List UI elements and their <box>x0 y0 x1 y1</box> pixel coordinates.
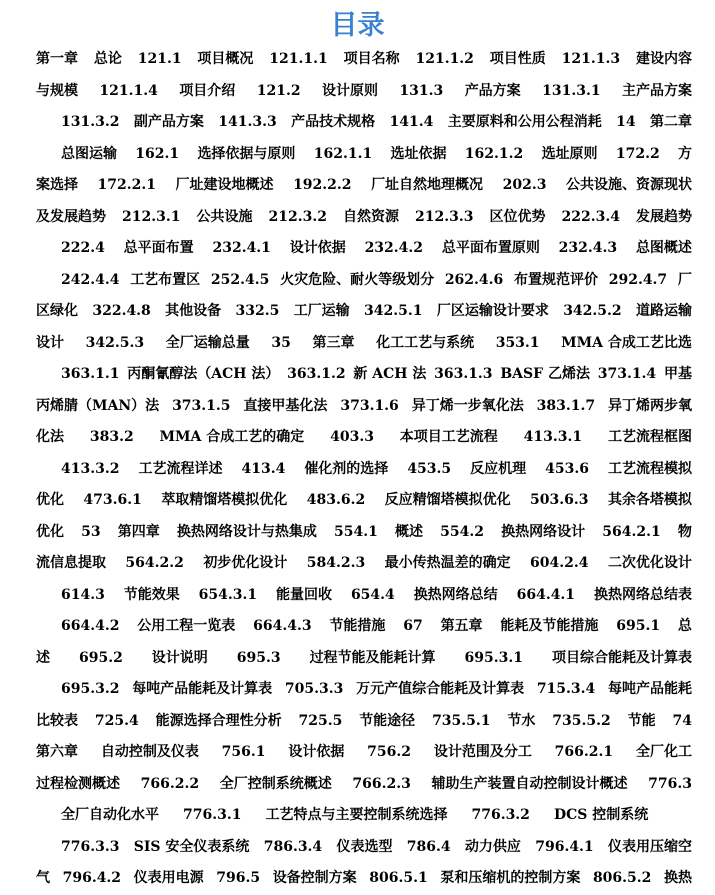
toc-entry-number[interactable]: 212.3.1 <box>122 208 181 225</box>
toc-entry-title[interactable]: 仪表选型 <box>336 838 393 855</box>
toc-entry-number[interactable]: 796.4.2 <box>62 870 122 886</box>
toc-entry-number[interactable]: 162.1 <box>135 145 180 162</box>
toc-entry-title[interactable]: 丙酮氰醇法（ACH 法） <box>127 366 280 382</box>
table-of-contents <box>36 44 692 895</box>
page-title: 目录 <box>330 10 385 41</box>
toc-entry-number[interactable]: 121.1.2 <box>415 51 474 67</box>
toc-entry-title[interactable]: 厂区运输设计要求 <box>436 303 549 319</box>
toc-entry-title[interactable]: 全厂控制系统概述 <box>219 775 332 792</box>
toc-line <box>36 422 692 454</box>
toc-entry-title[interactable]: 设计依据 <box>288 744 345 760</box>
toc-entry-title[interactable]: 火灾危险、耐火等级划分 <box>280 271 435 288</box>
toc-entry-title[interactable]: 自动控制及仪表 <box>100 744 199 760</box>
toc-line <box>36 328 692 360</box>
toc-line <box>36 454 692 486</box>
toc-entry-number[interactable]: 162.1.1 <box>313 145 373 162</box>
toc-entry-number[interactable]: 776.3.3 <box>61 838 120 855</box>
toc-entry-number[interactable]: 342.5.1 <box>364 303 423 319</box>
toc-entry-number[interactable]: 53 <box>81 523 101 540</box>
toc-entry-title[interactable]: 换热网络总结 <box>413 586 498 603</box>
toc-entry-title[interactable]: 设计原则 <box>322 82 378 99</box>
toc-entry-number[interactable]: 766.2.2 <box>140 775 200 792</box>
toc-entry-number[interactable]: 322.4.8 <box>92 303 151 319</box>
toc-entry-number[interactable]: 503.6.3 <box>530 492 589 508</box>
toc-entry-title[interactable]: 其他设备 <box>165 303 222 319</box>
toc-entry-number[interactable]: 796.5 <box>216 870 261 886</box>
toc-entry-number[interactable]: 554.2 <box>440 523 485 540</box>
toc-entry-number[interactable]: 705.3.3 <box>284 681 344 697</box>
toc-entry-title[interactable]: 设计依据 <box>289 240 346 256</box>
toc-entry-title[interactable]: 直接甲基化法 <box>243 397 328 414</box>
toc-entry-number[interactable]: 584.2.3 <box>306 555 366 571</box>
toc-entry-title[interactable]: 厂址建设地概述 <box>175 177 274 193</box>
toc-entry-number[interactable]: 373.1.5 <box>172 397 231 414</box>
toc-entry-number[interactable]: 131.3.2 <box>61 114 120 130</box>
toc-entry-number[interactable]: 695.3.2 <box>61 681 120 697</box>
toc-entry-number[interactable]: 242.4.4 <box>61 271 120 288</box>
toc-entry-number[interactable]: 292.4.7 <box>608 271 668 288</box>
toc-entry-title[interactable]: 及发展趋势 <box>36 208 106 225</box>
toc-entry-title[interactable]: 过程节能及能耗计算 <box>309 649 436 666</box>
toc-entry-number[interactable]: 654.3.1 <box>198 586 258 603</box>
toc-entry-number[interactable]: 192.2.2 <box>293 177 352 193</box>
toc-entry-number[interactable]: 363.1.2 <box>287 366 346 382</box>
toc-entry-title[interactable]: 总论 <box>93 51 122 67</box>
toc-entry-title[interactable]: 总图概述 <box>635 240 692 256</box>
toc-entry-number[interactable]: 725.5 <box>298 712 343 729</box>
toc-entry-title[interactable]: 项目综合能耗及计算表 <box>551 649 692 666</box>
toc-line <box>36 44 692 76</box>
toc-entry-number[interactable]: 252.4.5 <box>210 271 270 288</box>
toc-entry-number[interactable]: 222.4 <box>61 240 105 256</box>
toc-entry-number[interactable]: 35 <box>271 334 291 351</box>
toc-entry-title[interactable]: 自然资源 <box>343 208 399 225</box>
toc-entry-title[interactable]: 甲基 <box>663 366 692 382</box>
toc-entry-number[interactable]: 342.5.2 <box>563 303 622 319</box>
toc-entry-number[interactable]: 766.2.1 <box>554 744 614 760</box>
toc-entry-title[interactable]: 方 <box>678 145 692 162</box>
toc-entry-title[interactable]: 区位优势 <box>489 208 546 225</box>
toc-line <box>36 265 692 297</box>
toc-entry-title[interactable]: 优化 <box>36 492 64 508</box>
toc-entry-number[interactable]: 383.1.7 <box>536 397 596 414</box>
toc-entry-title[interactable]: 能源选择合理性分析 <box>155 712 282 729</box>
toc-entry-number[interactable]: 373.1.6 <box>340 397 399 414</box>
toc-entry-number[interactable]: 776.3.2 <box>471 807 530 823</box>
toc-entry-title[interactable]: 工艺流程详述 <box>138 460 223 477</box>
toc-line <box>36 706 692 738</box>
toc-entry-title[interactable]: 工艺流程框图 <box>607 429 692 445</box>
toc-entry-number[interactable]: 373.1.4 <box>597 366 657 382</box>
toc-entry-title[interactable]: 异丁烯一步氧化法 <box>411 397 524 414</box>
toc-entry-title[interactable]: 气 <box>36 870 50 886</box>
toc-entry-number[interactable]: 403.3 <box>330 429 374 445</box>
toc-entry-number[interactable]: 786.4 <box>406 838 451 855</box>
toc-entry-title[interactable]: 节能 <box>627 712 656 729</box>
toc-entry-number[interactable]: 756.2 <box>367 744 411 760</box>
toc-line <box>36 769 692 801</box>
toc-entry-title[interactable]: 产品技术规格 <box>291 114 376 130</box>
toc-entry-title[interactable]: 泵和压缩机的控制方案 <box>440 870 581 886</box>
toc-entry-title[interactable]: 节能效果 <box>123 586 180 603</box>
toc-line <box>36 202 692 234</box>
toc-entry-number[interactable]: 715.3.4 <box>536 681 596 697</box>
toc-entry-number[interactable]: 262.4.6 <box>444 271 504 288</box>
toc-entry-number[interactable]: 725.4 <box>94 712 139 729</box>
toc-entry-number[interactable]: 664.4.2 <box>61 618 120 634</box>
toc-line <box>36 170 692 202</box>
toc-entry-title[interactable]: 设备控制方案 <box>272 870 357 886</box>
toc-entry-number[interactable]: 604.2.4 <box>530 555 589 571</box>
toc-entry-title[interactable]: SIS 安全仪表系统 <box>133 838 250 855</box>
toc-entry-title[interactable]: 化法 <box>36 429 64 445</box>
toc-line <box>36 548 692 580</box>
toc-entry-title[interactable]: 反应机理 <box>470 460 527 477</box>
toc-entry-title[interactable]: 建设内容 <box>635 51 692 67</box>
toc-entry-title[interactable]: 能量回收 <box>276 586 333 603</box>
toc-line <box>36 643 692 675</box>
toc-line <box>36 580 692 612</box>
toc-line <box>36 391 692 423</box>
toc-entry-title[interactable]: 主产品方案 <box>622 82 692 99</box>
toc-entry-title[interactable]: 辅助生产装置自动控制设计概述 <box>431 775 628 792</box>
toc-entry-number[interactable]: 363.1.1 <box>61 366 120 382</box>
toc-entry-number[interactable]: 14 <box>616 114 636 130</box>
toc-entry-title[interactable]: 总平面布置原则 <box>441 240 540 256</box>
toc-line <box>36 674 692 706</box>
toc-entry-number[interactable]: 735.5.1 <box>432 712 491 729</box>
toc-entry-number[interactable]: 796.4.1 <box>535 838 594 855</box>
toc-entry-number[interactable]: 121.1.4 <box>99 82 158 99</box>
toc-entry-number[interactable]: 766.2.3 <box>352 775 411 792</box>
toc-entry-title[interactable]: 第二章 <box>650 114 692 130</box>
toc-entry-title[interactable]: 能耗及节能措施 <box>500 618 599 634</box>
toc-entry-title[interactable]: 节能途径 <box>359 712 416 729</box>
toc-line <box>36 76 692 108</box>
toc-entry-number[interactable]: 554.1 <box>334 523 378 540</box>
toc-entry-title[interactable]: 第四章 <box>117 523 160 540</box>
toc-entry-title[interactable]: 万元产值综合能耗及计算表 <box>356 681 525 697</box>
toc-entry-title[interactable]: 设计范围及分工 <box>433 744 532 760</box>
toc-line <box>36 139 692 171</box>
toc-entry-number[interactable]: 121.1.1 <box>269 51 328 67</box>
toc-line <box>36 800 692 832</box>
toc-entry-number[interactable]: 232.4.2 <box>364 240 424 256</box>
toc-entry-title[interactable]: 第六章 <box>36 744 78 760</box>
toc-entry-title[interactable]: DCS 控制系统 <box>553 807 649 823</box>
toc-entry-title[interactable]: 总图运输 <box>61 145 117 162</box>
toc-entry-number[interactable]: 342.5.3 <box>85 334 145 351</box>
toc-entry-title[interactable]: 全厂化工 <box>635 744 692 760</box>
toc-entry-number[interactable]: 453.6 <box>545 460 589 477</box>
toc-entry-number[interactable]: 695.3 <box>236 649 281 666</box>
toc-entry-title[interactable]: 公共设施、资源现状 <box>565 177 692 193</box>
toc-entry-number[interactable]: 232.4.1 <box>212 240 271 256</box>
toc-entry-title[interactable]: 发展趋势 <box>636 208 692 225</box>
toc-entry-title[interactable]: 产品方案 <box>464 82 521 99</box>
toc-entry-title[interactable]: 二次优化设计 <box>607 555 692 571</box>
toc-entry-number[interactable]: 413.4 <box>241 460 286 477</box>
toc-entry-title[interactable]: MMA 合成工艺的确定 <box>159 429 305 445</box>
toc-entry-title[interactable]: MMA 合成工艺比选 <box>561 334 692 351</box>
toc-entry-title[interactable]: 新 ACH 法 <box>353 366 427 382</box>
toc-line <box>36 107 692 139</box>
toc-entry-title[interactable]: 全厂自动化水平 <box>61 807 159 823</box>
toc-entry-title[interactable]: 区绿化 <box>36 303 78 319</box>
toc-entry-number[interactable]: 121.1 <box>137 51 182 67</box>
toc-entry-title[interactable]: 述 <box>36 649 50 666</box>
toc-line <box>36 517 692 549</box>
toc-entry-number[interactable]: 232.4.3 <box>558 240 618 256</box>
toc-entry-title[interactable]: 工艺特点与主要控制系统选择 <box>265 807 448 823</box>
toc-entry-title[interactable]: 工艺流程模拟 <box>608 460 692 477</box>
toc-entry-title[interactable]: 第五章 <box>440 618 483 634</box>
toc-entry-title[interactable]: 初步优化设计 <box>203 555 288 571</box>
toc-line <box>36 359 692 391</box>
toc-entry-number[interactable]: 695.3.1 <box>464 649 523 666</box>
toc-entry-number[interactable]: 383.2 <box>89 429 134 445</box>
toc-entry-number[interactable]: 141.3.3 <box>218 114 277 130</box>
toc-entry-number[interactable]: 353.1 <box>495 334 540 351</box>
toc-entry-title[interactable]: 主要原料和公用公程消耗 <box>447 114 602 130</box>
toc-entry-title[interactable]: 工厂运输 <box>293 303 350 319</box>
toc-entry-title[interactable]: 全厂运输总量 <box>165 334 250 351</box>
toc-entry-number[interactable]: 413.3.2 <box>61 460 120 477</box>
toc-entry-title[interactable]: 选择依据与原则 <box>197 145 296 162</box>
toc-line <box>36 296 692 328</box>
toc-entry-title[interactable]: 动力供应 <box>464 838 521 855</box>
toc-entry-title[interactable]: 仪表用压缩空 <box>607 838 692 855</box>
toc-entry-title[interactable]: 选址原则 <box>541 145 598 162</box>
toc-entry-title[interactable]: 设计说明 <box>151 649 208 666</box>
toc-entry-title[interactable]: 丙烯腈（MAN）法 <box>36 397 160 414</box>
toc-entry-number[interactable]: 654.4 <box>350 586 395 603</box>
toc-entry-title[interactable]: 总 <box>677 618 692 634</box>
toc-entry-title[interactable]: 其余各塔模拟 <box>607 492 692 508</box>
toc-entry-title[interactable]: 厂 <box>677 271 692 288</box>
toc-entry-title[interactable]: 优化 <box>36 523 64 540</box>
toc-entry-title[interactable]: 设计 <box>36 334 64 351</box>
toc-entry-number[interactable]: 664.4.1 <box>516 586 576 603</box>
toc-entry-title[interactable]: 催化剂的选择 <box>304 460 389 477</box>
toc-entry-title[interactable]: 副产品方案 <box>133 114 204 130</box>
toc-entry-number[interactable]: 664.4.3 <box>253 618 312 634</box>
toc-entry-title[interactable]: 概述 <box>395 523 424 540</box>
toc-entry-number[interactable]: 121.1.3 <box>561 51 621 67</box>
toc-entry-title[interactable]: 道路运输 <box>636 303 692 319</box>
toc-entry-title[interactable]: 流信息提取 <box>36 555 106 571</box>
toc-entry-number[interactable]: 162.1.2 <box>464 145 524 162</box>
toc-entry-number[interactable]: 473.6.1 <box>83 492 142 508</box>
toc-entry-number[interactable]: 735.5.2 <box>552 712 611 729</box>
toc-entry-title[interactable]: 节水 <box>507 712 536 729</box>
toc-entry-number[interactable]: 172.2.1 <box>97 177 156 193</box>
toc-entry-title[interactable]: 布置规范评价 <box>514 271 598 288</box>
toc-entry-number[interactable]: 413.3.1 <box>523 429 583 445</box>
toc-entry-title[interactable]: 节能措施 <box>329 618 386 634</box>
toc-entry-title[interactable]: 每吨产品能耗及计算表 <box>132 681 273 697</box>
toc-entry-title[interactable]: 化工工艺与系统 <box>376 334 475 351</box>
toc-entry-title[interactable]: 异丁烯两步氧 <box>608 397 692 414</box>
toc-entry-number[interactable]: 172.2 <box>615 145 660 162</box>
toc-entry-title[interactable]: 项目性质 <box>489 51 546 67</box>
toc-entry-number[interactable]: 74 <box>672 712 692 729</box>
toc-entry-title[interactable]: 仪表用电源 <box>133 870 204 886</box>
toc-entry-title[interactable]: 最小传热温差的确定 <box>384 555 511 571</box>
toc-entry-number[interactable]: 121.2 <box>256 82 301 99</box>
toc-entry-title[interactable]: 项目介绍 <box>179 82 236 99</box>
toc-entry-title[interactable]: BASF 乙烯法 <box>500 366 590 382</box>
toc-entry-title[interactable]: 案选择 <box>36 177 78 193</box>
toc-entry-number[interactable]: 564.2.1 <box>602 523 661 540</box>
toc-entry-title[interactable]: 厂址自然地理概况 <box>371 177 484 193</box>
toc-entry-number[interactable]: 483.6.2 <box>306 492 366 508</box>
toc-line <box>36 832 692 864</box>
toc-entry-number[interactable]: 806.5.1 <box>369 870 428 886</box>
toc-entry-number[interactable]: 363.1.3 <box>434 366 493 382</box>
toc-entry-number[interactable]: 212.3.3 <box>415 208 474 225</box>
toc-entry-title[interactable]: 换热网络设计 <box>501 523 586 540</box>
toc-entry-number[interactable]: 67 <box>403 618 423 634</box>
toc-entry-title[interactable]: 选址依据 <box>390 145 447 162</box>
toc-entry-title[interactable]: 萃取精馏塔模拟优化 <box>161 492 288 508</box>
toc-entry-title[interactable]: 总平面布置 <box>123 240 194 256</box>
toc-line <box>36 737 692 769</box>
toc-entry-title[interactable]: 工艺布置区 <box>130 271 201 288</box>
toc-entry-number[interactable]: 141.4 <box>389 114 434 130</box>
toc-entry-title[interactable]: 本项目工艺流程 <box>399 429 498 445</box>
toc-entry-number[interactable]: 786.3.4 <box>263 838 323 855</box>
toc-entry-title[interactable]: 项目概况 <box>197 51 254 67</box>
toc-entry-number[interactable]: 776.3.1 <box>183 807 242 823</box>
toc-entry-title[interactable]: 物 <box>677 523 692 540</box>
toc-entry-number[interactable]: 564.2.2 <box>125 555 184 571</box>
toc-line <box>36 233 692 265</box>
toc-entry-number[interactable]: 806.5.2 <box>592 870 652 886</box>
toc-entry-number[interactable]: 332.5 <box>235 303 280 319</box>
toc-entry-title[interactable]: 反应精馏塔模拟优化 <box>384 492 511 508</box>
toc-line <box>36 485 692 517</box>
toc-entry-number[interactable]: 202.3 <box>502 177 547 193</box>
toc-entry-title[interactable]: 公用工程一览表 <box>137 618 236 634</box>
toc-entry-number[interactable]: 131.3 <box>399 82 444 99</box>
toc-entry-title[interactable]: 换热网络设计与热集成 <box>176 523 317 540</box>
toc-entry-title[interactable]: 公共设施 <box>196 208 253 225</box>
toc-line <box>36 611 692 643</box>
toc-entry-title[interactable]: 第一章 <box>36 51 78 67</box>
toc-entry-number[interactable]: 222.3.4 <box>561 208 620 225</box>
toc-entry-number[interactable]: 131.3.1 <box>542 82 601 99</box>
toc-entry-title[interactable]: 每吨产品能耗 <box>608 681 692 697</box>
toc-entry-title[interactable]: 换热 <box>664 870 692 886</box>
toc-entry-title[interactable]: 换热网络总结表 <box>593 586 692 603</box>
toc-entry-number[interactable]: 453.5 <box>407 460 452 477</box>
toc-entry-number[interactable]: 212.3.2 <box>268 208 327 225</box>
toc-entry-number[interactable]: 756.1 <box>221 744 266 760</box>
toc-entry-number[interactable]: 614.3 <box>61 586 105 603</box>
toc-entry-title[interactable]: 第三章 <box>312 334 355 351</box>
toc-entry-title[interactable]: 过程检测概述 <box>36 775 120 792</box>
toc-entry-title[interactable]: 比较表 <box>36 712 78 729</box>
toc-entry-title[interactable]: 项目名称 <box>343 51 400 67</box>
toc-entry-title[interactable]: 与规模 <box>36 82 78 99</box>
toc-entry-number[interactable]: 776.3 <box>648 775 692 792</box>
toc-entry-number[interactable]: 695.1 <box>616 618 661 634</box>
toc-entry-number[interactable]: 695.2 <box>78 649 123 666</box>
